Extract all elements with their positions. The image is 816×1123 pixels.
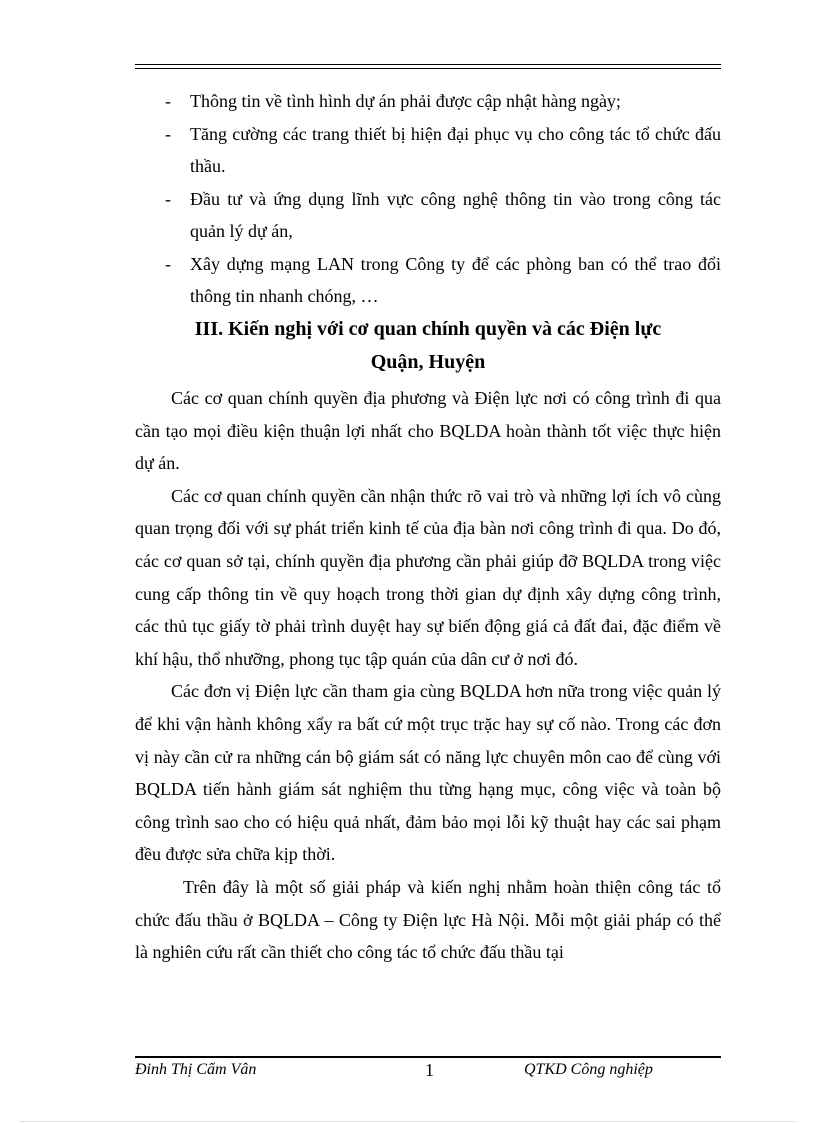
list-item-text: Đầu tư và ứng dụng lĩnh vực công nghệ thông tin vào trong công tác quản lý dự án, [190,188,721,241]
paragraph: Các cơ quan chính quyền cần nhận thức rõ vai trò và những lợi ích vô cùng quan trọng đối với sự phát triển kinh tế của địa bàn nơi công trình đi qua. Do đó, các cơ quan sở tại, chính quyền địa phương cần phải giúp đỡ BQLDA trong việc cung cấp thông tin về quy hoạch trong thời gian dự định xây dựng công trình, các thủ tục giấy tờ phải trình duyệt hay sự biến động giá cả đất đai, đặc điểm về khí hậu, thổ nhưỡng, phong tục tập quán của dân cư ở nơi đó. [135,485,721,669]
list-item [135,183,721,248]
section-heading-line2: Quận, Huyện [370,351,486,373]
bullet-dash: - [165,253,171,274]
footer-page-number: 1 [425,1060,434,1080]
header-rule-top [135,64,721,65]
footer-rule [135,1056,721,1058]
list-item [135,118,721,183]
header-rule-bottom [135,68,721,69]
paragraph: Các đơn vị Điện lực cần tham gia cùng BQLDA hơn nữa trong việc quản lý để khi vận hành không xẩy ra bất cứ một trục trặc hay sự cố nào. Trong các đơn vị này cần cử ra những cán bộ giám sát có năng lực chuyên môn cao để cùng với BQLDA tiến hành giám sát nghiệm thu từng hạng mục, công việc và toàn bộ công trình sao cho có hiệu quả nhất, đảm bảo mọi lỗi kỹ thuật hay các sai phạm đều được sửa chữa kịp thời. [135,681,721,865]
page-edge-divider [20,1121,796,1122]
list-item-text: Thông tin về tình hình dự án phải được cập nhật hàng ngày; [190,91,621,111]
bullet-dash: - [165,91,171,111]
body-text [135,382,721,969]
bullet-dash: - [165,188,171,209]
section-heading [135,313,721,379]
bullet-dash: - [165,123,171,144]
paragraph: Trên đây là một số giải pháp và kiến nghị nhằm hoàn thiện công tác tổ chức đấu thầu ở BQLDA – Công ty Điện lực Hà Nội. Mỗi một giải pháp có thể là nghiên cứu rất cần thiết cho công tác tổ chức đấu thầu tại [135,876,721,963]
list-item-text: Xây dựng mạng LAN trong Công ty để các phòng ban có thể trao đổi thông tin nhanh chóng, … [190,253,721,306]
list-item [135,85,721,118]
recommendation-list [135,85,721,313]
section-heading-line1: III. Kiến nghị với cơ quan chính quyền và các Điện lực [194,318,662,340]
footer-department: QTKD Công nghiệp [524,1061,653,1078]
paragraph: Các cơ quan chính quyền địa phương và Điện lực nơi có công trình đi qua cần tạo mọi điều kiện thuận lợi nhất cho BQLDA hoàn thành tốt việc thực hiện dự án. [135,388,721,474]
list-item [135,248,721,313]
footer-author: Đinh Thị Cẩm Vân [135,1061,257,1078]
list-item-text: Tăng cường các trang thiết bị hiện đại phục vụ cho công tác tổ chức đấu thầu. [190,123,721,176]
